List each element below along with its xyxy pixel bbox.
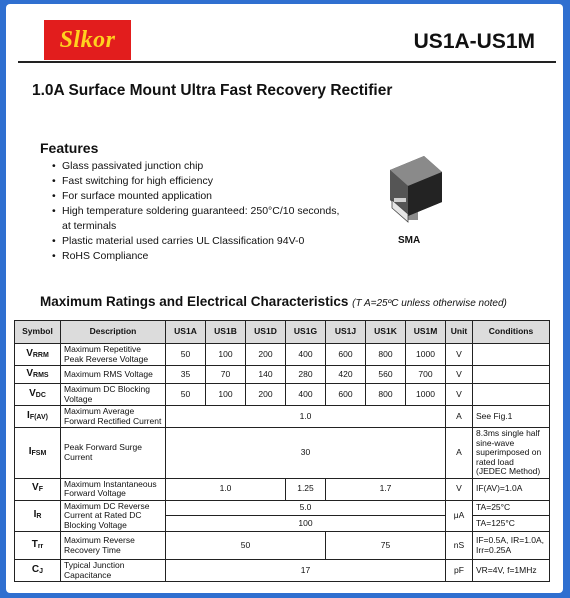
- conditions-cell: TA=125°C: [473, 516, 550, 532]
- feature-item-continuation: at terminals: [62, 220, 117, 232]
- value-cell: 50: [166, 384, 206, 406]
- description-cell: Maximum Reverse Recovery Time: [61, 532, 166, 560]
- column-header: US1J: [326, 321, 366, 344]
- value-cell: 75: [326, 532, 446, 560]
- unit-cell: nS: [446, 532, 473, 560]
- feature-item-text: High temperature soldering guaranteed: 250°C/10 seconds,: [62, 205, 340, 217]
- unit-cell: pF: [446, 560, 473, 582]
- feature-item: • Fast switching for high efficiency: [52, 174, 339, 189]
- description-cell: Maximum Instantaneous Forward Voltage: [61, 478, 166, 500]
- value-cell: 1.7: [326, 478, 446, 500]
- feature-item: [52, 204, 339, 234]
- value-cell: 600: [326, 344, 366, 366]
- value-cell: 700: [406, 366, 446, 384]
- conditions-cell: [473, 366, 550, 384]
- description-cell: Maximum DC Blocking Voltage: [61, 384, 166, 406]
- value-cell: 17: [166, 560, 446, 582]
- symbol-cell: $I_R$: [15, 500, 61, 532]
- table-row: [15, 560, 550, 582]
- table-row: [15, 478, 550, 500]
- conditions-cell: 8.3ms single half sine-wave superimposed on rated load (JEDEC Method): [473, 428, 550, 479]
- value-cell: 200: [246, 384, 286, 406]
- table-row: [15, 366, 550, 384]
- symbol-cell: $V_{DC}$: [15, 384, 61, 406]
- conditions-cell: IF(AV)=1.0A: [473, 478, 550, 500]
- description-cell: Maximum DC Reverse Current at Rated DC Blocking Voltage: [61, 500, 166, 532]
- unit-cell: V: [446, 344, 473, 366]
- column-header: US1A: [166, 321, 206, 344]
- value-cell: 800: [366, 344, 406, 366]
- sma-package-image: [384, 150, 448, 226]
- value-cell: 1.0: [166, 478, 286, 500]
- conditions-cell: See Fig.1: [473, 406, 550, 428]
- symbol-cell: $T_{rr}$: [15, 532, 61, 560]
- table-row: [15, 532, 550, 560]
- brand-logo: [44, 20, 131, 60]
- conditions-cell: [473, 384, 550, 406]
- symbol-cell: $I_{F(AV)}$: [15, 406, 61, 428]
- column-header: US1K: [366, 321, 406, 344]
- column-header: Unit: [446, 321, 473, 344]
- value-cell: 50: [166, 532, 326, 560]
- value-cell: 560: [366, 366, 406, 384]
- conditions-cell: [473, 344, 550, 366]
- value-cell: 280: [286, 366, 326, 384]
- unit-cell: A: [446, 406, 473, 428]
- part-number: US1A-US1M: [413, 30, 535, 53]
- value-cell: 30: [166, 428, 446, 479]
- value-cell: 100: [206, 384, 246, 406]
- conditions-cell: IF=0.5A, IR=1.0A, Irr=0.25A: [473, 532, 550, 560]
- column-header: US1G: [286, 321, 326, 344]
- feature-item: • For surface mounted application: [52, 189, 339, 204]
- column-header: US1D: [246, 321, 286, 344]
- features-heading: Features: [40, 140, 99, 156]
- column-header: US1B: [206, 321, 246, 344]
- value-cell: 50: [166, 344, 206, 366]
- value-cell: 100: [206, 344, 246, 366]
- symbol-cell: $V_F$: [15, 478, 61, 500]
- document-title: 1.0A Surface Mount Ultra Fast Recovery Rectifier: [32, 82, 393, 99]
- value-cell: 800: [366, 384, 406, 406]
- value-cell: 1.25: [286, 478, 326, 500]
- conditions-cell: VR=4V, f=1MHz: [473, 560, 550, 582]
- value-cell: 100: [166, 516, 446, 532]
- unit-cell: A: [446, 428, 473, 479]
- header-divider: [18, 61, 556, 63]
- symbol-cell: $V_{RMS}$: [15, 366, 61, 384]
- column-header: Symbol: [15, 321, 61, 344]
- features-list: [52, 159, 339, 264]
- unit-cell: μA: [446, 500, 473, 532]
- ratings-table: [14, 320, 550, 582]
- description-cell: Maximum Average Forward Rectified Current: [61, 406, 166, 428]
- feature-item: • Plastic material used carries UL Classification 94V-0: [52, 234, 339, 249]
- column-header: Description: [61, 321, 166, 344]
- description-cell: Typical Junction Capacitance: [61, 560, 166, 582]
- description-cell: Maximum RMS Voltage: [61, 366, 166, 384]
- value-cell: 35: [166, 366, 206, 384]
- ratings-heading: [40, 294, 507, 309]
- value-cell: 1.0: [166, 406, 446, 428]
- value-cell: 1000: [406, 384, 446, 406]
- brand-logo-text: Slkor: [59, 26, 116, 53]
- value-cell: 420: [326, 366, 366, 384]
- symbol-cell: $V_{RRM}$: [15, 344, 61, 366]
- column-header: Conditions: [473, 321, 550, 344]
- table-row: [15, 344, 550, 366]
- value-cell: 400: [286, 344, 326, 366]
- ratings-note: (T A=25ºC unless otherwise noted): [352, 298, 507, 309]
- table-row: [15, 406, 550, 428]
- ratings-heading-text: Maximum Ratings and Electrical Characteristics: [40, 294, 349, 309]
- value-cell: 600: [326, 384, 366, 406]
- unit-cell: V: [446, 478, 473, 500]
- column-header: US1M: [406, 321, 446, 344]
- package-label: SMA: [398, 235, 421, 246]
- value-cell: 140: [246, 366, 286, 384]
- unit-cell: V: [446, 384, 473, 406]
- feature-item: • RoHS Compliance: [52, 249, 339, 264]
- table-row: [15, 384, 550, 406]
- feature-item: • Glass passivated junction chip: [52, 159, 339, 174]
- description-cell: Maximum Repetitive Peak Reverse Voltage: [61, 344, 166, 366]
- table-row: [15, 500, 550, 516]
- description-cell: Peak Forward Surge Current: [61, 428, 166, 479]
- conditions-cell: TA=25°C: [473, 500, 550, 516]
- table-row: [15, 428, 550, 479]
- unit-cell: V: [446, 366, 473, 384]
- value-cell: 70: [206, 366, 246, 384]
- value-cell: 5.0: [166, 500, 446, 516]
- value-cell: 1000: [406, 344, 446, 366]
- value-cell: 200: [246, 344, 286, 366]
- symbol-cell: $I_{FSM}$: [15, 428, 61, 479]
- value-cell: 400: [286, 384, 326, 406]
- symbol-cell: $C_J$: [15, 560, 61, 582]
- table-header-row: [15, 321, 550, 344]
